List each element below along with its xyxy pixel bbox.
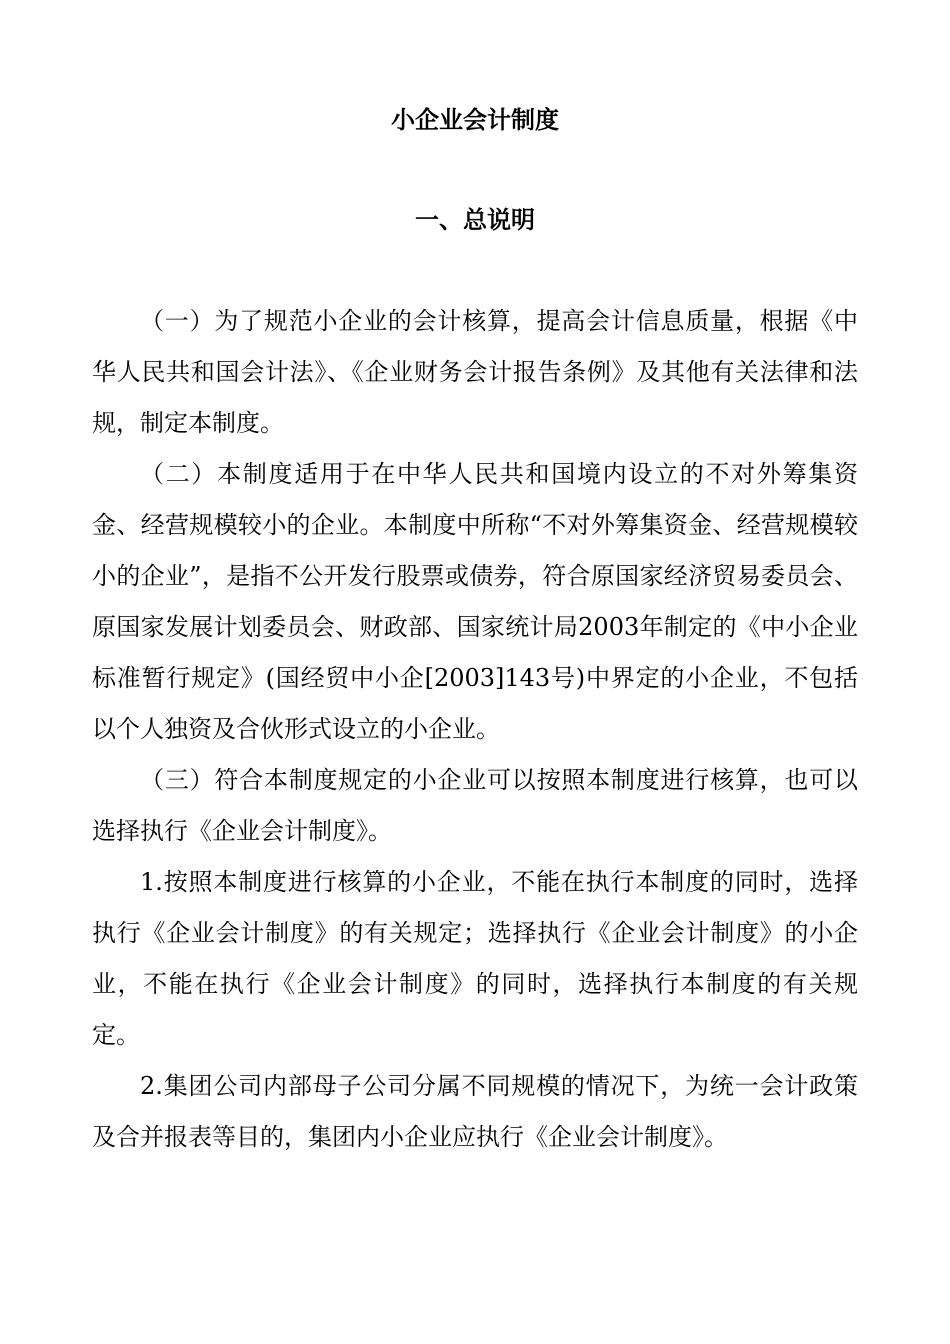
paragraph-5: 2.集团公司内部母子公司分属不同规模的情况下，为统一会计政策及合并报表等目的，集团内小企业应执行《企业会计制度》。 xyxy=(92,1072,858,1151)
paragraph-3: （三）符合本制度规定的小企业可以按照本制度进行核算，也可以选择执行《企业会计制度》。 xyxy=(92,766,858,845)
paragraph-4: 1.按照本制度进行核算的小企业，不能在执行本制度的同时，选择执行《企业会计制度》的有关规定；选择执行《企业会计制度》的小企业，不能在执行《企业会计制度》的同时，选择执行本制度的有关规定。 xyxy=(92,868,858,1049)
document-body xyxy=(92,296,858,1163)
paragraph-2: （二）本制度适用于在中华人民共和国境内设立的不对外筹集资金、经营规模较小的企业。本制度中所称“不对外筹集资金、经营规模较小的企业”，是指不公开发行股票或债券，符合原国家经济贸易委员会、原国家发展计划委员会、财政部、国家统计局2003年制定的《中小企业标准暂行规定》(国经贸中小企[2003]143号)中界定的小企业，不包括以个人独资及合伙形式设立的小企业。 xyxy=(92,460,858,743)
paragraph-1: （一）为了规范小企业的会计核算，提高会计信息质量，根据《中华人民共和国会计法》、《企业财务会计报告条例》及其他有关法律和法规，制定本制度。 xyxy=(92,307,858,437)
section-title: 一、总说明 xyxy=(415,205,535,234)
document-title: 小企业会计制度 xyxy=(391,105,559,134)
